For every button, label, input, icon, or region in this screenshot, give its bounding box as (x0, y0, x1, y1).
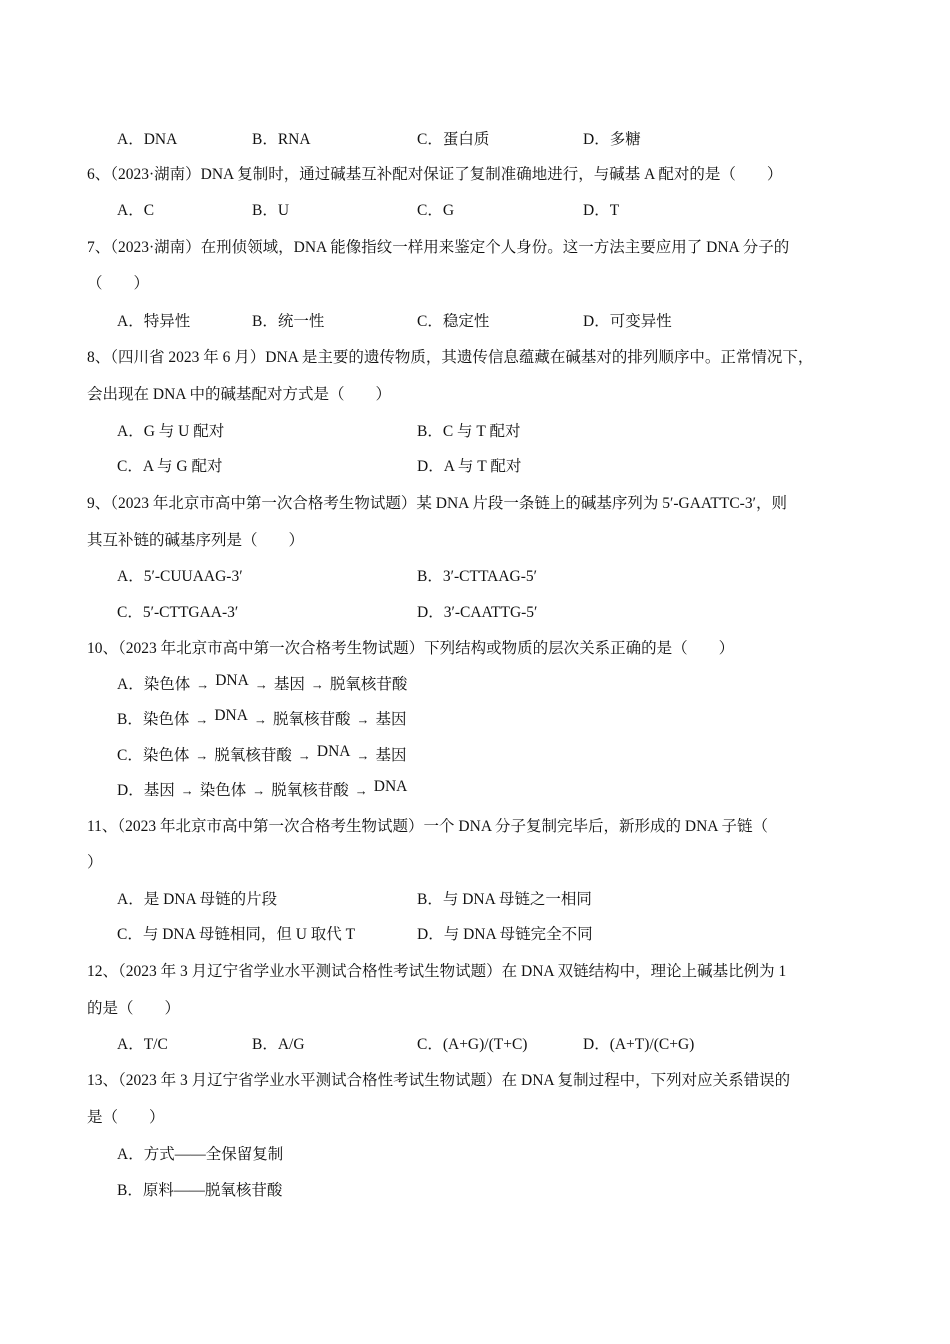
q12-option-a: A．T/C (117, 1036, 168, 1053)
chain-item: DNA (373, 778, 408, 795)
q8-option-c: C．A 与 G 配对 (117, 458, 223, 475)
arrow-icon: → (253, 712, 267, 727)
q13-stem-line1: 13、（2023 年 3 月辽宁省学业水平测试合格性考试生物试题）在 DNA 复制过程中，下列对应关系错误的 (87, 1072, 791, 1089)
q6-option-c: C．G (417, 202, 455, 219)
chain-item: DNA (316, 743, 351, 760)
q5-option-b: B．RNA (252, 131, 311, 148)
chain-item: 脱氧核苷酸 (271, 782, 349, 799)
q6-option-b: B．U (252, 202, 290, 219)
q10-option-b (117, 709, 406, 731)
q10-option-label: D． (117, 782, 144, 799)
q9-stem-line1: 9、（2023 年北京市高中第一次合格考生物试题）某 DNA 片段一条链上的碱基序列为 5′-GAATTC-3′，则 (87, 495, 787, 512)
q8-option-d: D．A 与 T 配对 (417, 458, 522, 475)
q9-option-a: A．5′-CUUAAG-3′ (117, 568, 243, 585)
q10-option-c (117, 745, 406, 767)
chain-item: 基因 (273, 676, 305, 693)
arrow-icon: → (356, 748, 370, 763)
q8-stem-line2: 会出现在 DNA 中的碱基配对方式是（ ） (87, 386, 391, 403)
chain-item: DNA (214, 707, 248, 724)
chain-item: 脱氧核苷酸 (329, 676, 408, 693)
arrow-icon: → (195, 748, 209, 763)
q7-option-d: D．可变异性 (583, 313, 672, 330)
arrow-icon: → (195, 712, 209, 727)
arrow-icon: → (196, 677, 210, 692)
chain-item: 脱氧核苷酸 (272, 711, 351, 728)
arrow-icon: → (254, 677, 268, 692)
q10-option-d (117, 780, 407, 802)
chain-item: 基因 (375, 711, 407, 728)
chain-item: 染色体 (199, 782, 247, 799)
q7-stem-line1: 7、（2023·湖南）在刑侦领域，DNA 能像指纹一样用来鉴定个人身份。这一方法主要应用了 DNA 分子的 (87, 239, 790, 256)
q6-option-a: A．C (117, 202, 155, 219)
q11-option-c: C．与 DNA 母链相同，但 U 取代 T (117, 926, 356, 943)
arrow-icon: → (356, 712, 370, 727)
arrow-icon: → (310, 677, 324, 692)
q12-option-d: D．(A+T)/(C+G) (583, 1036, 695, 1053)
q13-option-b: B．原料——脱氧核苷酸 (117, 1182, 283, 1199)
q8-stem-line1: 8、（四川省 2023 年 6 月）DNA 是主要的遗传物质，其遗传信息蕴藏在碱基对的排列顺序中。正常情况下， (87, 349, 814, 366)
q11-option-b: B．与 DNA 母链之一相同 (417, 891, 592, 908)
q9-option-d: D．3′-CAATTG-5′ (417, 604, 538, 621)
arrow-icon: → (180, 783, 194, 798)
q13-stem-line2: 是（ ） (87, 1109, 165, 1126)
chain-item: 染色体 (142, 747, 190, 764)
q12-option-c: C．(A+G)/(T+C) (417, 1036, 528, 1053)
q7-option-c: C．稳定性 (417, 313, 490, 330)
q5-option-c: C．蛋白质 (417, 131, 490, 148)
q8-option-b: B．C 与 T 配对 (417, 423, 521, 440)
q10-option-label: B． (117, 711, 143, 728)
chain-item: 染色体 (142, 711, 190, 728)
q5-option-a: A．DNA (117, 131, 178, 148)
q11-option-a: A．是 DNA 母链的片段 (117, 891, 278, 908)
q13-option-a: A．方式——全保留复制 (117, 1146, 284, 1163)
chain-item: DNA (215, 672, 249, 689)
q10-option-a (117, 674, 407, 696)
q6-stem: 6、（2023·湖南）DNA 复制时，通过碱基互补配对保证了复制准确地进行，与碱基 A 配对的是（ ） (87, 166, 783, 183)
q6-option-d: D．T (583, 202, 620, 219)
chain-item: 基因 (143, 782, 175, 799)
q10-option-label: A． (117, 676, 144, 693)
q11-stem-line2: ） (87, 854, 103, 871)
arrow-icon: → (297, 748, 311, 763)
q7-option-b: B．统一性 (252, 313, 325, 330)
q12-stem-line1: 12、（2023 年 3 月辽宁省学业水平测试合格性考试生物试题）在 DNA 双链结构中，理论上碱基比例为 1 (87, 963, 787, 980)
arrow-icon: → (354, 783, 368, 798)
chain-item: 脱氧核苷酸 (214, 747, 292, 764)
q11-option-d: D．与 DNA 母链完全不同 (417, 926, 593, 943)
q10-option-label: C． (117, 747, 143, 764)
arrow-icon: → (252, 783, 266, 798)
chain-item: 染色体 (143, 676, 191, 693)
q12-option-b: B．A/G (252, 1036, 305, 1053)
q9-option-b: B．3′-CTTAAG-5′ (417, 568, 538, 585)
q7-stem-line2: （ ） (87, 275, 150, 292)
q12-stem-line2: 的是（ ） (87, 1000, 181, 1017)
q7-option-a: A．特异性 (117, 313, 191, 330)
chain-item: 基因 (375, 747, 407, 764)
q9-option-c: C．5′-CTTGAA-3′ (117, 604, 239, 621)
q5-option-d: D．多糖 (583, 131, 641, 148)
q9-stem-line2: 其互补链的碱基序列是（ ） (87, 532, 305, 549)
q10-stem: 10、（2023 年北京市高中第一次合格考生物试题）下列结构或物质的层次关系正确的是（ ） (87, 640, 735, 657)
q8-option-a: A．G 与 U 配对 (117, 423, 225, 440)
q11-stem-line1: 11、（2023 年北京市高中第一次合格考生物试题）一个 DNA 分子复制完毕后，新形成的 DNA 子链（ (87, 818, 769, 835)
